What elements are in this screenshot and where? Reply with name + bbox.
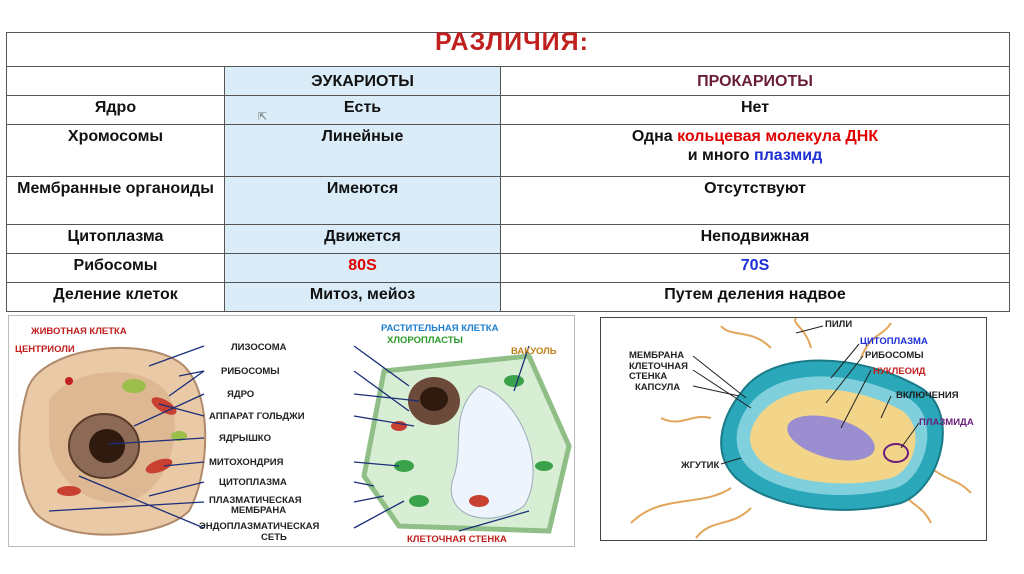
row-eukaryotes: Движется [225,225,501,254]
row-feature: Хромосомы [7,125,225,177]
prokaryote-cell-figure [600,317,987,541]
label-plasma-membrane-2: МЕМБРАНА [231,505,287,516]
row-eukaryotes: Линейные [225,125,501,177]
row-eukaryotes: Митоз, мейоз [225,283,501,312]
prokaryote-cell-svg [601,318,986,540]
row-eukaryotes: 80S [225,254,501,283]
label-cell-wall-prok-1: КЛЕТОЧНАЯ [629,361,688,372]
label-flagellum: ЖГУТИК [681,460,720,471]
table-row [7,177,1010,225]
row-prokaryotes: Отсутствуют [501,177,1010,225]
row-prokaryotes [501,125,1010,177]
label-plasma-membrane-1: ПЛАЗМАТИЧЕСКАЯ [209,495,302,506]
plant-cell-drawing [364,356,569,531]
label-lysosome: ЛИЗОСОМА [231,342,287,353]
row-feature: Рибосомы [7,254,225,283]
label-er-1: ЭНДОПЛАЗМАТИЧЕСКАЯ [199,521,320,532]
header-prokaryotes: ПРОКАРИОТЫ [501,67,1010,96]
label-cell-wall: КЛЕТОЧНАЯ СТЕНКА [407,534,507,545]
label-cell-wall-prok-2: СТЕНКА [629,371,668,382]
label-golgi: АППАРАТ ГОЛЬДЖИ [209,411,305,422]
table-row [7,225,1010,254]
label-pili: ПИЛИ [825,319,853,330]
label-ribosomes-prok: РИБОСОМЫ [865,350,924,361]
row-feature: Ядро [7,96,225,125]
row-prokaryotes: 70S [501,254,1010,283]
label-er-2: СЕТЬ [261,532,287,543]
label-cytoplasm-prok: ЦИТОПЛАЗМА [860,336,928,347]
label-plant-cell: РАСТИТЕЛЬНАЯ КЛЕТКА [381,323,499,334]
eukaryote-cells-svg [9,316,574,546]
prok-chrom-part4: плазмид [753,147,823,164]
row-feature: Цитоплазма [7,225,225,254]
table-row [7,254,1010,283]
row-prokaryotes: Путем деления надвое [501,283,1010,312]
label-plasmid: ПЛАЗМИДА [919,417,974,428]
row-feature: Мембранные органоиды [7,177,225,225]
header-empty [7,67,225,96]
label-cytoplasm: ЦИТОПЛАЗМА [219,477,287,488]
label-inclusions: ВКЛЮЧЕНИЯ [896,390,959,401]
label-ribosomes: РИБОСОМЫ [221,366,280,377]
label-capsule: КАПСУЛА [635,382,681,393]
table-row [7,283,1010,312]
table-row [7,96,1010,125]
mouse-cursor-icon: ⇱ [258,111,268,123]
label-centrioles: ЦЕНТРИОЛИ [15,344,75,355]
label-mitochondria: МИТОХОНДРИЯ [209,457,284,468]
prok-chrom-part2: кольцевая молекула ДНК [677,128,879,145]
eukaryote-cells-figure [8,315,575,547]
label-animal-cell: ЖИВОТНАЯ КЛЕТКА [31,326,127,337]
label-chloroplasts: ХЛОРОПЛАСТЫ [387,335,463,346]
table-header-row [7,67,1010,96]
label-membrane-prok: МЕМБРАНА [629,350,685,361]
row-eukaryotes: Имеются [225,177,501,225]
label-nucleoid: НУКЛЕОИД [873,366,926,377]
row-prokaryotes: Неподвижная [501,225,1010,254]
slide-title: РАЗЛИЧИЯ: [435,28,589,56]
row-feature: Деление клеток [7,283,225,312]
row-prokaryotes: Нет [501,96,1010,125]
prok-chrom-part3: и много [687,147,750,164]
label-nucleolus: ЯДРЫШКО [219,433,271,444]
table-row [7,125,1010,177]
animal-cell-drawing [19,348,205,535]
prok-chrom-part1: Одна [631,128,673,145]
label-nucleus: ЯДРО [227,389,255,400]
comparison-table [6,66,1010,312]
row-eukaryotes: Есть [225,96,501,125]
header-eukaryotes: ЭУКАРИОТЫ [225,67,501,96]
label-vacuole: ВАКУОЛЬ [511,346,557,357]
